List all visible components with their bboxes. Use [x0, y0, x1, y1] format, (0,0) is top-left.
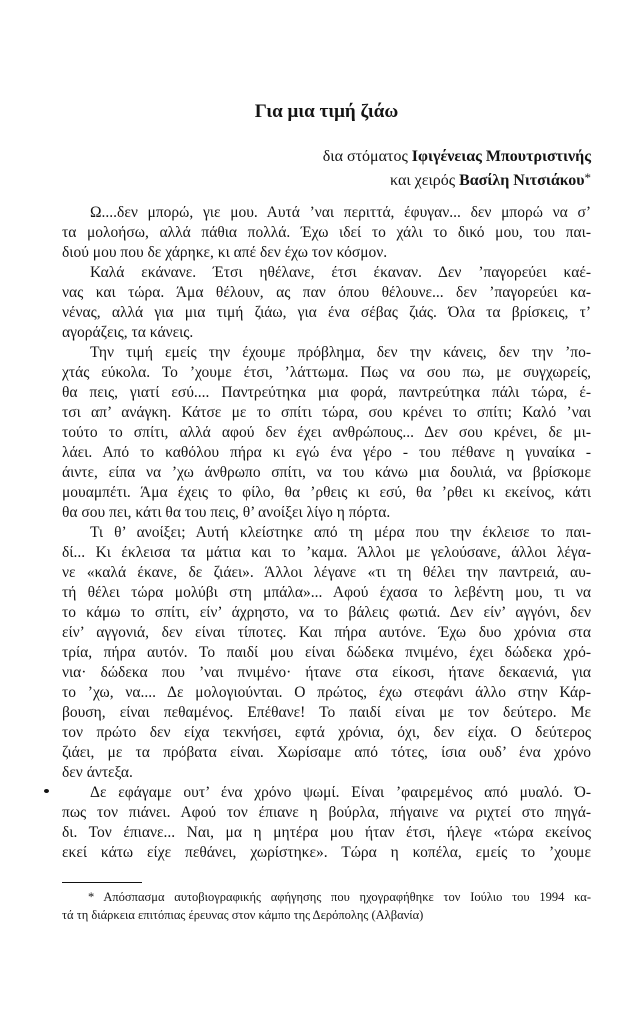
- footnote-line: τά τη διάρκεια επιτόπιας έρευνας στον κάμπο της Δερόπολης (Αλβανία): [62, 907, 424, 922]
- text-line: αγοράζεις, τα κάνεις.: [62, 324, 194, 341]
- text-line: το κάμω το σπίτι, είν’ άχρηστο, να το βάλεις φωτιά. Δεν είν’ αγγόνι, δεν: [62, 604, 591, 621]
- body-text: [62, 203, 591, 863]
- text-line: Ω....δεν μπορώ, γιε μου. Αυτά ’ναι περιττά, έφυγαν... δεν μπορώ να σ’: [90, 204, 591, 221]
- footnote-reference-mark: *: [584, 170, 591, 185]
- text-line: λάει. Από το καθόλου πήρα κι εγώ ένα γέρο - του πέθανε η γυναίκα -: [62, 444, 591, 461]
- paragraph: [62, 203, 591, 263]
- text-line: θα σου πει, κάτι θα του πεις, θ’ ανοίξει λίγο η πόρτα.: [62, 504, 391, 521]
- text-line: Τι θ’ ανοίξει; Αυτή κλείστηκε από τη μέρα που την έκλεισε το παι-: [90, 524, 591, 541]
- text-line: δι. Τον έπιανε... Ναι, μα η μητέρα μου ήταν έτσι, ήλεγε «τώρα εκείνος: [62, 824, 591, 841]
- text-line: Την τιμή εμείς την έχουμε πρόβλημα, δεν την κάνεις, δεν την ’πο-: [90, 344, 591, 361]
- text-line: τρία, πήρα αυτόν. Το παιδί μου είναι δώδεκα πνιμένο, έχει δώδεκα χρό-: [62, 644, 591, 661]
- text-line: είν’ αγγονιά, δεν είναι τίποτες. Και πήρα αυτόνε. Έχω δυο χρόνια στα: [62, 624, 591, 641]
- text-line: τή θέλει τώρα μολύβι στη μπάλα»... Αφού έχασα το λεβέντη μου, τι να: [62, 584, 591, 601]
- text-line: νας και τώρα. Άμα θέλουν, ας παν όπου θέλουνε... δεν ’παγορεύει κα-: [62, 284, 591, 301]
- ink-speck: [44, 789, 49, 793]
- text-line: δεν άντεξα.: [62, 764, 133, 781]
- footnote-line: [62, 889, 591, 907]
- paragraph: [62, 263, 591, 343]
- author-name: Βασίλη Νιτσιάκου: [459, 172, 585, 189]
- text-line: τούτο το σπίτι, αλλά αφού δεν έχει ανθρώπους... Δεν σου κρένει, δε μι-: [62, 424, 591, 441]
- text-line: τα μολοήσω, αλλά πάθια πολλά. Έχω ιδεί το χάλι το δικό μου, του παι-: [62, 224, 591, 241]
- text-line: το ’χω, να.... Δε μολογιούνται. Ο πρώτος, έχω στεφάνι άλλο στην Κάρ-: [62, 684, 591, 701]
- byline-prefix: και χειρός: [390, 172, 456, 189]
- paragraph: [62, 783, 591, 863]
- footnote-text: Απόσπασμα αυτοβιογραφικής αφήγησης που ηχογραφήθηκε τον Ιούλιο του 1994 κα-: [103, 890, 591, 904]
- paragraph: [62, 343, 591, 523]
- text-line: χτάς εύκολα. Το ’χουμε έτσι, ’λάττωμα. Πως να σου πω, με συγχωρείς,: [62, 364, 591, 381]
- text-line: τον πρώτο δεν είχα τεκνήσει, εφτά χρόνια, όχι, δεν είχα. Ο δεύτερος: [62, 724, 591, 741]
- text-line: Καλά εκάνανε. Έτσι ηθέλανε, έτσι έκαναν. Δεν ’παγορεύει καέ-: [90, 264, 591, 281]
- chapter-title: Για μια τιμή ζιάω: [254, 101, 399, 122]
- text-line: πως τον πιάνει. Αφού τον έπιανε η βούρλα, πήγαινε να ριχτεί στο πηγά-: [62, 804, 591, 821]
- byline: [62, 146, 591, 191]
- byline-prefix: δια στόματος: [322, 148, 408, 165]
- text-line: νένας, αλλά για μια τιμή ζιάω, για ένα σέβας ζιάς. Όλα τα βρίσκεις, τ’: [62, 304, 591, 321]
- footnote: [62, 889, 591, 924]
- footnote-marker: *: [88, 890, 95, 904]
- footnote-rule: [62, 882, 142, 883]
- narrator-name: Ιφιγένειας Μπουτριστινής: [411, 148, 591, 165]
- text-line: ζιάει, με τα πρόβατα είναι. Χωρίσαμε από τότες, ίσια ουδ’ ένα χρόνο: [62, 744, 591, 761]
- text-line: βουση, είναι πεθαμένος. Επέθανε! Το παιδί είναι με τον δεύτερο. Με: [62, 704, 591, 721]
- text-line: μουαμπέτι. Άμα έχεις το φίλο, θα ’ρθεις κι εσύ, θα ’ρθει κι εκείνος, κάτι: [62, 484, 591, 501]
- text-line: διού μου που δε χάρηκε, κι απέ δεν έχω τον κόσμον.: [62, 244, 388, 261]
- text-line: τσι απ’ ανάγκη. Κάτσε με το σπίτι τώρα, σου κρένει το σπίτι; Καλό ’ναι: [62, 404, 591, 421]
- text-line: εκεί κάτω είχε πεθάνει, χωρίστηκε». Τώρα η κοπέλα, εμείς το ’χουμε: [62, 844, 591, 861]
- text-line: δί... Κι έκλεισα τα μάτια και το ’καμα. Άλλοι με γελούσανε, άλλοι λέγα-: [62, 544, 591, 561]
- text-line: νε «καλά έκανε, δε ζιάει». Άλλοι λέγανε «τι τη θέλει την παντρειά, αυ-: [62, 564, 591, 581]
- text-line: νια· δώδεκα που ’ναι πνιμένο· ήτανε στα είκοσι, ήτανε δεκαενιά, για: [62, 664, 591, 681]
- text-line: Δε εφάγαμε ουτ’ ένα χρόνο ψωμί. Είναι ’φαιρεμένος από μυαλό. Ό-: [90, 784, 591, 801]
- paragraph: [62, 523, 591, 783]
- byline-narrator-line: [62, 146, 591, 167]
- byline-author-line: [62, 167, 591, 191]
- text-line: θα πεις, γιατί εσύ.... Παντρεύτηκα μια φορά, παντρεύτηκα πάλι τώρα, έ-: [62, 384, 591, 401]
- text-line: άιντε, είπα να ’χω άνθρωπο σπίτι, να του κάνω μια δουλιά, να βρίσκομε: [62, 464, 591, 481]
